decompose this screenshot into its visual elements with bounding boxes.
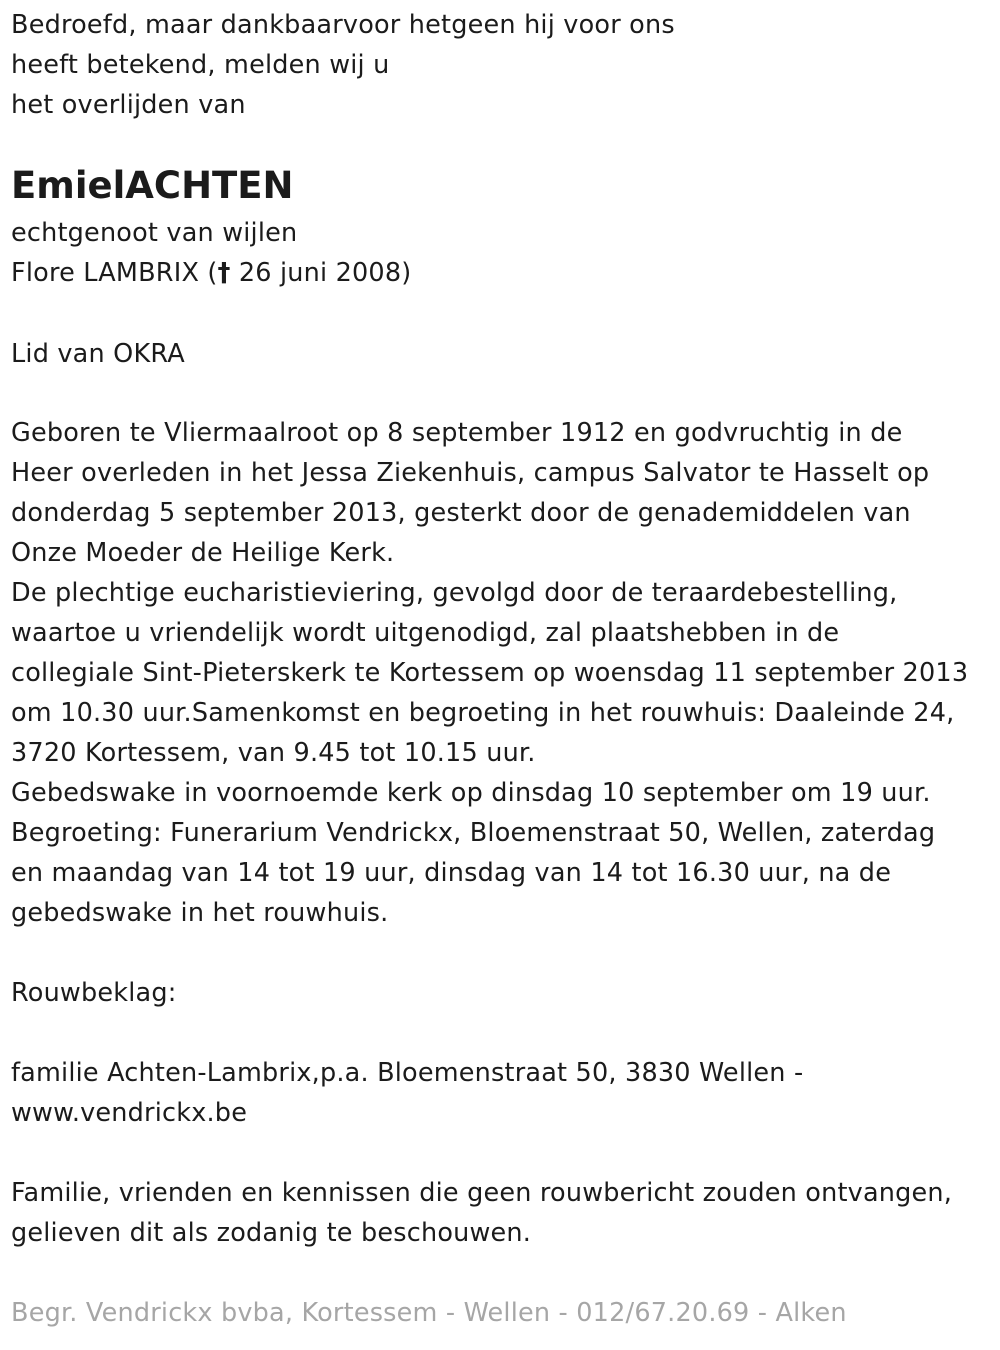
intro-line: het overlijden van (11, 90, 246, 120)
spouse-death-date: 26 juni 2008) (230, 258, 412, 288)
membership: Lid van OKRA (11, 339, 185, 369)
condolence-label: Rouwbeklag: (11, 978, 177, 1008)
spouse-line: echtgenoot van wijlen (11, 218, 298, 248)
body-line: Begroeting: Funerarium Vendrickx, Bloemenstraat 50, Wellen, zaterdag (11, 818, 936, 848)
spouse-name-line (11, 253, 411, 293)
body-line: De plechtige eucharistieviering, gevolgd door de teraardebestelling, (11, 578, 898, 608)
closing-line: Familie, vrienden en kennissen die geen rouwbericht zouden ontvangen, (11, 1178, 953, 1208)
cross-icon: † (217, 258, 231, 288)
body-line: Heer overleden in het Jessa Ziekenhuis, campus Salvator te Hasselt op (11, 458, 930, 488)
intro-line: heeft betekend, melden wij u (11, 50, 390, 80)
condolence-website: www.vendrickx.be (11, 1098, 248, 1128)
intro-line: Bedroefd, maar dankbaarvoor hetgeen hij voor ons (11, 10, 675, 40)
body-line: Gebedswake in voornoemde kerk op dinsdag 10 september om 19 uur. (11, 778, 931, 808)
body-line: en maandag van 14 tot 19 uur, dinsdag van 14 tot 16.30 uur, na de (11, 858, 892, 888)
body-line: collegiale Sint-Pieterskerk te Kortessem op woensdag 11 september 2013 (11, 658, 969, 688)
closing-line: gelieven dit als zodanig te beschouwen. (11, 1218, 532, 1248)
body-line: 3720 Kortessem, van 9.45 tot 10.15 uur. (11, 738, 536, 768)
body-line: gebedswake in het rouwhuis. (11, 898, 389, 928)
deceased-name: EmielACHTEN (11, 164, 294, 207)
body-line: om 10.30 uur.Samenkomst en begroeting in het rouwhuis: Daaleinde 24, (11, 698, 955, 728)
funeral-home-footer: Begr. Vendrickx bvba, Kortessem - Wellen - 012/67.20.69 - Alken (11, 1298, 847, 1328)
condolence-address: familie Achten-Lambrix,p.a. Bloemenstraat 50, 3830 Wellen - (11, 1058, 804, 1088)
body-line: Geboren te Vliermaalroot op 8 september 1912 en godvruchtig in de (11, 418, 903, 448)
body-line: donderdag 5 september 2013, gesterkt door de genademiddelen van (11, 498, 911, 528)
body-line: Onze Moeder de Heilige Kerk. (11, 538, 395, 568)
body-line: waartoe u vriendelijk wordt uitgenodigd, zal plaatshebben in de (11, 618, 840, 648)
spouse-name: Flore LAMBRIX ( (11, 258, 218, 288)
